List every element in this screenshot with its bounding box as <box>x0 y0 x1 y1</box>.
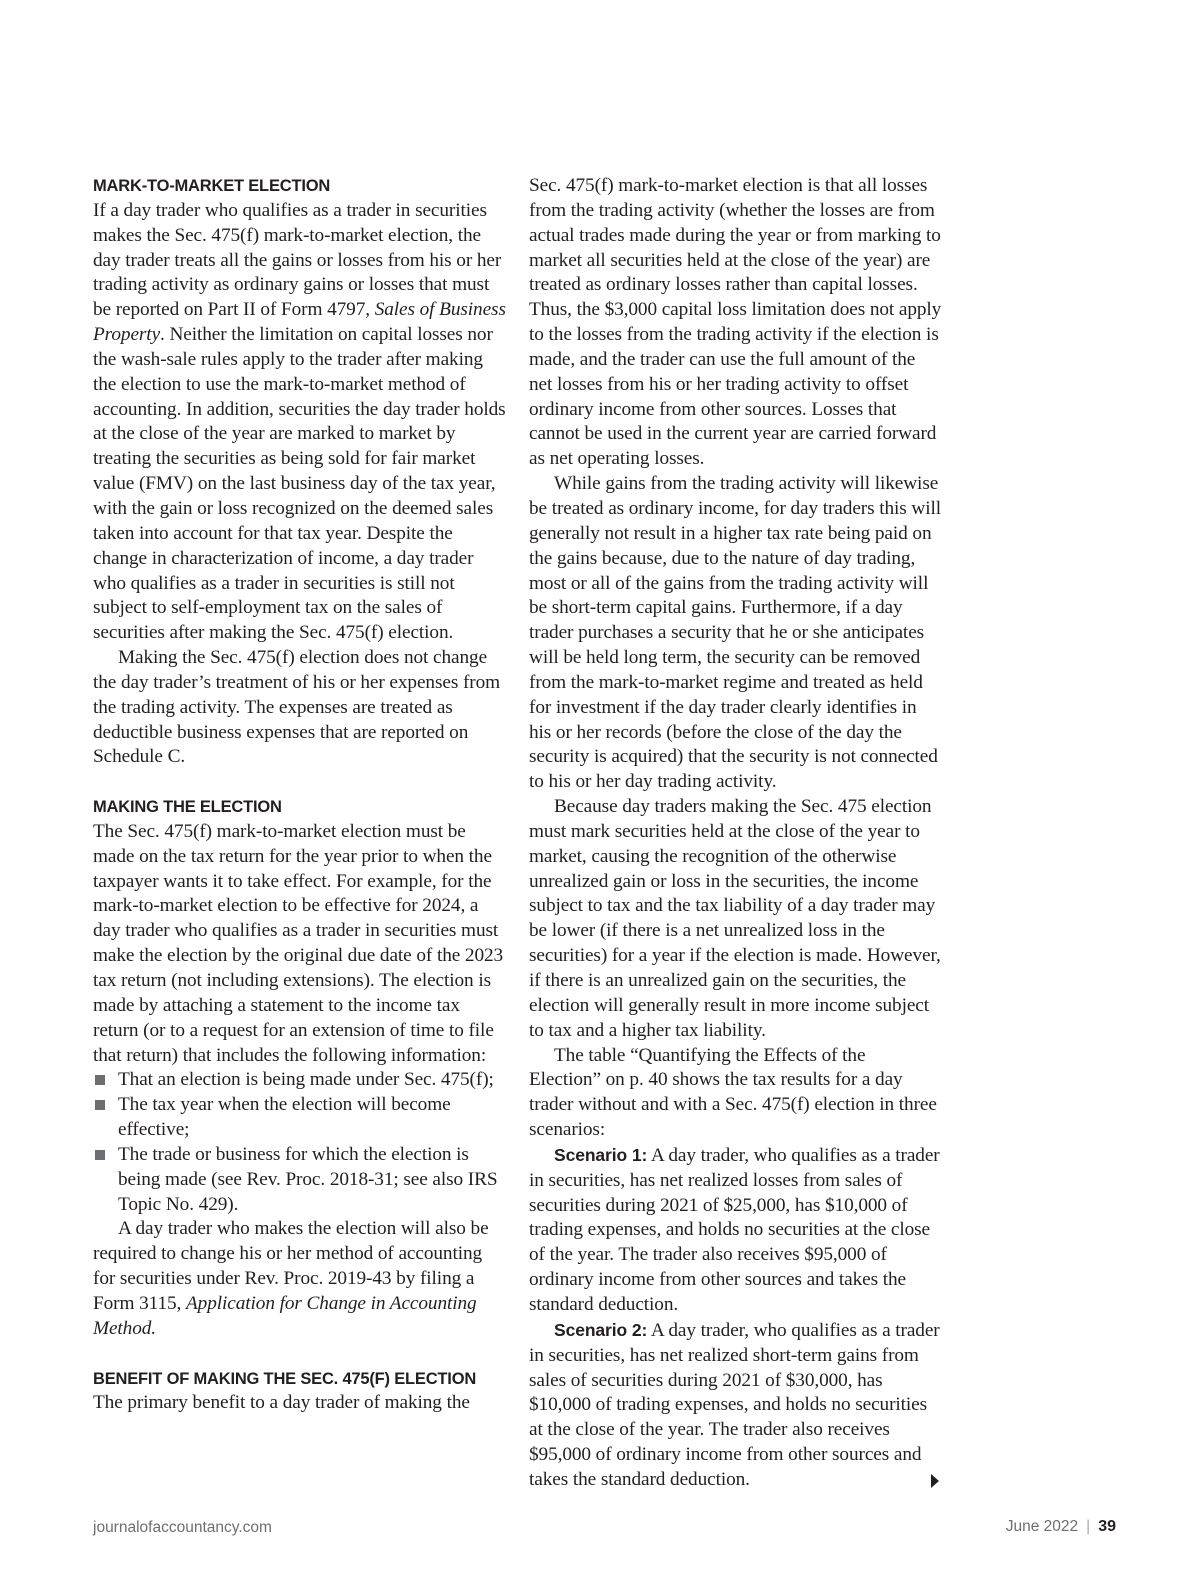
paragraph: Making the Sec. 475(f) election does not change the day trader’s treatment of his or her expenses from the trading activity. The expenses are treated as deductible business expenses that are reported on Schedule C. <box>93 647 501 768</box>
paragraph: While gains from the trading activity will likewise be treated as ordinary income, for day traders this will generally not result in a higher tax rate being paid on the gains because, due to the nature of day trading, most or all of the gains from the trading activity will be short-term capital gains. Furthermore, if a day trader purchases a security that he or she anticipates will be held long term, the security can be removed from the mark-to-market regime and treated as held for investment if the day trader clearly identifies in his or her records (before the close of the day the security is acquired) that the security is not connected to his or her day trading activity. <box>529 473 942 793</box>
heading-benefit-of-election: BENEFIT OF MAKING THE SEC. 475(F) ELECTION <box>93 1369 477 1388</box>
heading-mark-to-market-election: MARK-TO-MARKET ELECTION <box>93 177 331 195</box>
square-bullet-icon <box>95 1075 105 1085</box>
paragraph: Because day traders making the Sec. 475 election must mark securities held at the close of the year to market, causing the recognition of the otherwise unrealized gain or loss in the securities, the income subject to tax and the tax liability of a day trader may be lower (if there is a net unrealized loss in the securities) for a year if the election is made. However, if there is an unrealized gain on the securities, the election will generally result in more income subject to tax and a higher tax liability. <box>529 796 941 1041</box>
scenario-2 <box>529 1318 942 1493</box>
heading-making-the-election: MAKING THE ELECTION <box>93 798 282 817</box>
paragraph: The table “Quantifying the Effects of the Election” on p. 40 shows the tax results for a day trader without and with a Sec. 475(f) election in three scenarios: <box>529 1044 937 1141</box>
list-item-text: That an election is being made under Sec. 475(f); <box>118 1069 494 1091</box>
spacer <box>93 770 508 795</box>
list-item <box>93 1143 508 1218</box>
scenario-1 <box>529 1143 942 1318</box>
scenario-text: A day trader, who qualifies as a trader in securities, has net realized losses from sales of securities during 2021 of $25,000, has $10,000 of trading expenses, and holds no securities at the close of the year. The trader also receives $95,000 of ordinary income from other sources and takes the standard deduction. <box>529 1144 940 1315</box>
right-column <box>529 174 942 1493</box>
footer-issue <box>1006 1518 1116 1536</box>
continue-arrow-icon <box>931 1474 939 1488</box>
paragraph-text: If a day trader who qualifies as a trader in securities makes the Sec. 475(f) mark-to-market election, the day trader treats all the gains or losses from his or her trading activity as ordinary gains or losses that must be reported on Part II of Form 4797, <box>93 199 502 321</box>
paragraph: The primary benefit to a day trader of making the <box>93 1392 470 1414</box>
form-title: Application for Change in Accounting Method. <box>93 1292 477 1339</box>
paragraph-text: . Neither the limitation on capital losses nor the wash-sale rules apply to the trader after making the election to use the mark-to-market method of accounting. In addition, securities the day trader holds at the close of the year are marked to market by treating the securities as being sold for fair market value (FMV) on the last business day of the tax year, with the gain or loss recognized on the deemed sales taken into account for that tax year. Despite the change in characterization of income, a day trader who qualifies as a trader in securities is still not subject to self-employment tax on the sales of securities after making the Sec. 475(f) election. <box>93 324 506 644</box>
paragraph-text: A day trader who makes the election will also be required to change his or her method of accounting for securities under Rev. Proc. 2019-43 by filing a Form 3115, <box>93 1218 489 1314</box>
form-title: Sales of Business Property <box>93 299 506 346</box>
list-item-text: The trade or business for which the election is being made (see Rev. Proc. 2018-31; see also IRS Topic No. 429). <box>118 1143 498 1215</box>
list-item <box>93 1093 508 1143</box>
paragraph: Sec. 475(f) mark-to-market election is that all losses from the trading activity (whether the losses are from actual trades made during the year or from marking to market all securities held at the close of the year) are treated as ordinary losses rather than capital losses. Thus, the $3,000 capital loss limitation does not apply to the losses from the trading activity if the election is made, and the trader can use the full amount of the net losses from his or her trading activity to offset ordinary income from other sources. Losses that cannot be used in the current year are carried forward as net operating losses. <box>529 175 942 470</box>
footer-separator: | <box>1086 1518 1091 1535</box>
list-item-text: The tax year when the election will become effective; <box>118 1094 451 1141</box>
paragraph <box>93 199 508 646</box>
page-number: 39 <box>1098 1518 1116 1535</box>
footer-date: June 2022 <box>1005 1518 1079 1535</box>
paragraph <box>93 1217 508 1341</box>
scenario-label: Scenario 2: <box>554 1319 648 1340</box>
spacer <box>93 1342 508 1367</box>
scenario-label: Scenario 1: <box>554 1144 648 1165</box>
scenario-text: A day trader, who qualifies as a trader in securities, has net realized short-term gains from sales of securities during 2021 of $30,000, has $10,000 of trading expenses, and holds no securities at the close of the year. The trader also receives $95,000 of ordinary income from other sources and takes the standard deduction. <box>529 1319 940 1490</box>
requirements-list <box>93 1068 508 1217</box>
square-bullet-icon <box>95 1150 105 1160</box>
paragraph: The Sec. 475(f) mark-to-market election must be made on the tax return for the year prior to when the taxpayer wants it to take effect. For example, for the mark-to-market election to be effective for 2024, a day trader who qualifies as a trader in securities must make the election by the original due date of the 2023 tax return (not including extensions). The election is made by attaching a statement to the income tax return (or to a request for an extension of time to file that return) that includes the following information: <box>93 820 504 1066</box>
list-item <box>93 1068 508 1093</box>
footer-site: journalofaccountancy.com <box>93 1519 272 1536</box>
left-column <box>93 174 508 1416</box>
square-bullet-icon <box>95 1100 105 1110</box>
